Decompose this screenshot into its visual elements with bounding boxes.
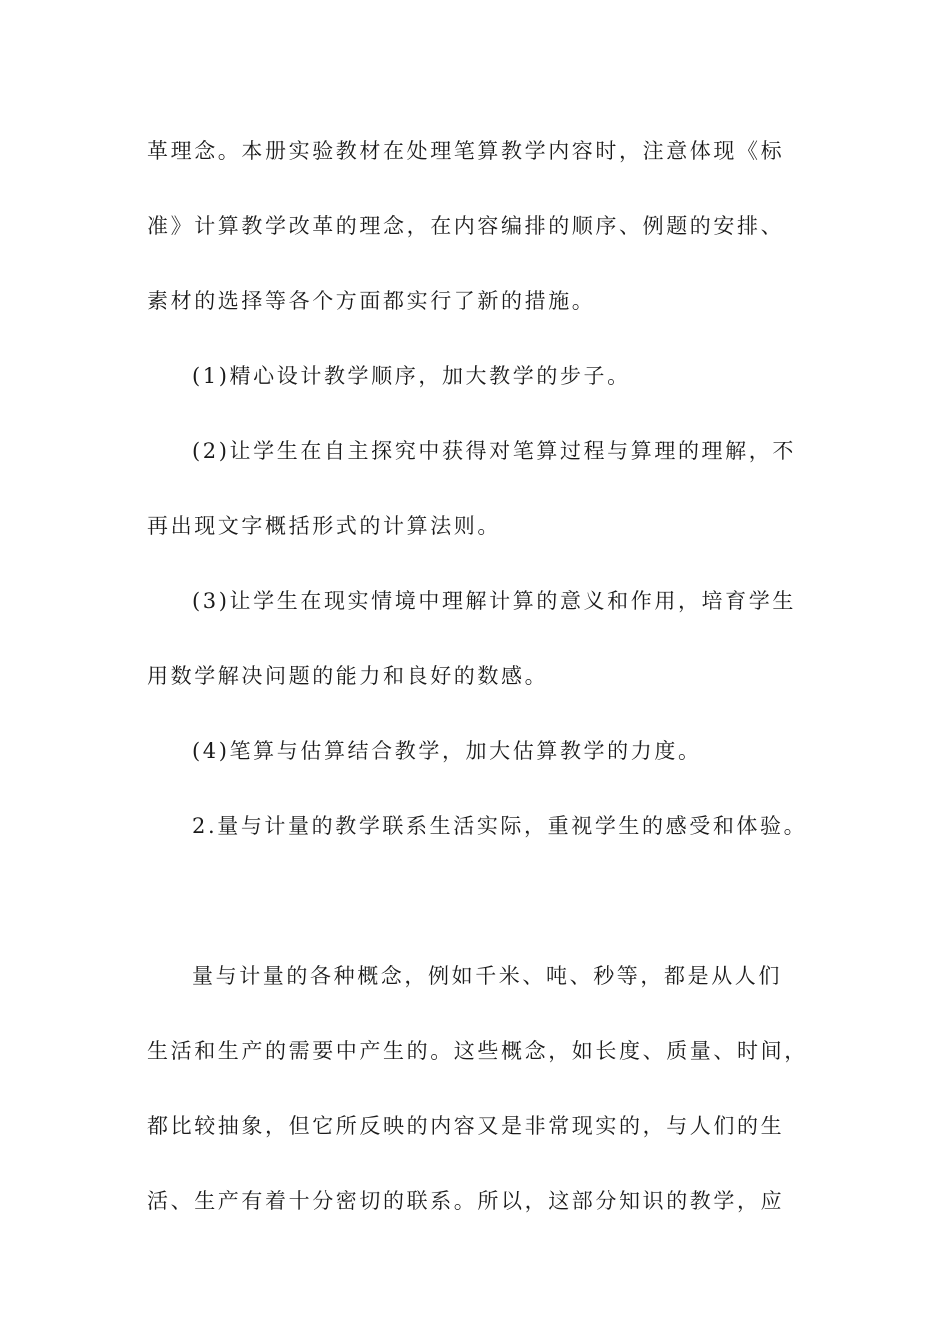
- list-item-3: (3)让学生在现实情境中理解计算的意义和作用，培育学生: [192, 589, 796, 613]
- paragraph-start: 量与计量的各种概念，例如千米、吨、秒等，都是从人们: [192, 964, 782, 988]
- list-item-4: (4)笔算与估算结合教学，加大估算教学的力度。: [192, 739, 702, 763]
- list-item-1: (1)精心设计教学顺序，加大教学的步子。: [192, 364, 631, 388]
- section-heading: 2.量与计量的教学联系生活实际，重视学生的感受和体验。: [192, 814, 808, 838]
- text-line: 准》计算教学改革的理念，在内容编排的顺序、例题的安排、: [147, 214, 785, 238]
- text-line: 都比较抽象，但它所反映的内容又是非常现实的，与人们的生: [147, 1114, 785, 1138]
- text-line: 活、生产有着十分密切的联系。所以，这部分知识的教学，应: [147, 1189, 785, 1213]
- text-line: 生活和生产的需要中产生的。这些概念，如长度、质量、时间，: [147, 1039, 808, 1063]
- text-line: 素材的选择等各个方面都实行了新的措施。: [147, 289, 596, 313]
- text-line: 革理念。本册实验教材在处理笔算教学内容时，注意体现《标: [147, 139, 785, 163]
- list-item-2: (2)让学生在自主探究中获得对笔算过程与算理的理解，不: [192, 439, 796, 463]
- text-line: 再出现文字概括形式的计算法则。: [147, 514, 501, 538]
- text-line: 用数学解决问题的能力和良好的数感。: [147, 664, 549, 688]
